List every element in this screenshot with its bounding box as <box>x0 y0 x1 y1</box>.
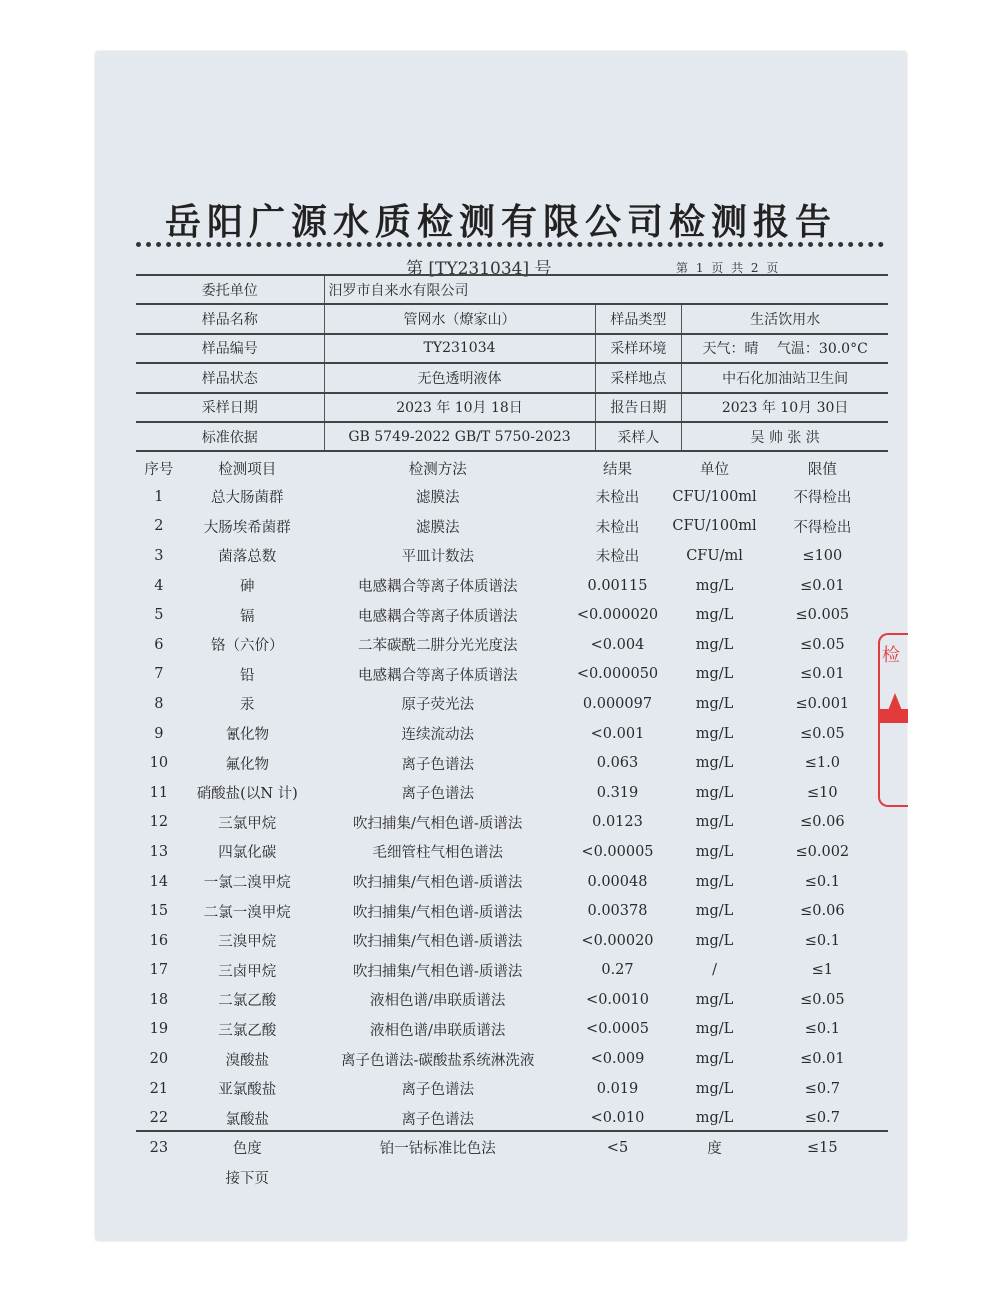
stamp-text: 检 <box>882 645 900 666</box>
cell-method: 液相色谱/串联质谱法 <box>370 993 506 1010</box>
cell-item: 二氯一溴甲烷 <box>203 904 291 921</box>
cell-method: 铂一钴标准比色法 <box>379 1141 496 1158</box>
results-table <box>136 454 888 1192</box>
cell-item: 菌落总数 <box>218 549 277 566</box>
cell-unit: mg/L <box>695 1021 734 1038</box>
cell-limit: ≤0.01 <box>800 666 845 683</box>
cell-no: 14 <box>149 873 169 890</box>
cell-unit: mg/L <box>695 695 734 712</box>
cell-no: 13 <box>149 843 169 860</box>
info-label: 样品状态 <box>136 363 324 392</box>
cell-limit: ≤0.7 <box>804 1080 840 1097</box>
table-row <box>136 571 888 601</box>
info-row <box>136 275 888 304</box>
cell-result: <0.00005 <box>581 843 654 860</box>
cell-limit: ≤0.05 <box>800 636 845 653</box>
table-row <box>136 1103 888 1133</box>
cell-result: <0.001 <box>590 725 645 742</box>
continued-row <box>136 1163 888 1193</box>
cell-result: 0.000097 <box>582 695 653 712</box>
cell-no: 23 <box>149 1139 169 1156</box>
cell-item: 砷 <box>240 579 255 596</box>
cell-item: 三氯甲烷 <box>218 815 277 832</box>
table-row <box>136 1044 888 1074</box>
cell-item: 氟化物 <box>225 756 269 773</box>
cell-limit: ≤0.1 <box>804 1021 840 1038</box>
info-row <box>136 363 888 392</box>
table-row <box>136 660 888 690</box>
cell-result: 0.00048 <box>587 873 648 890</box>
results-header-row <box>136 454 888 482</box>
cell-unit: 度 <box>707 1141 722 1158</box>
cell-item: 色度 <box>232 1141 262 1158</box>
info-value: TY231034 <box>324 334 595 363</box>
table-row <box>136 689 888 719</box>
cell-unit: CFU/100ml <box>672 518 757 535</box>
cell-item: 铬（六价） <box>211 638 284 655</box>
cell-limit: 不得检出 <box>793 490 852 507</box>
cell-item: 铅 <box>240 667 255 684</box>
cell-method: 电感耦合等离子体质谱法 <box>357 579 518 596</box>
cell-limit: ≤10 <box>807 784 838 801</box>
table-row <box>136 1015 888 1045</box>
cell-item: 三卤甲烷 <box>218 963 277 980</box>
cell-no: 11 <box>149 784 169 801</box>
info-row <box>136 422 888 451</box>
cell-no: 12 <box>149 814 169 831</box>
info-label: 标准依据 <box>136 422 324 451</box>
cell-result: <0.010 <box>590 1110 645 1127</box>
cell-result: 0.00115 <box>587 577 648 594</box>
cell-result: 0.00378 <box>587 903 648 920</box>
cell-item: 大肠埃希菌群 <box>203 519 291 536</box>
cell-result: 未检出 <box>595 490 640 507</box>
cell-unit: mg/L <box>695 666 734 683</box>
cell-item: 镉 <box>240 608 255 625</box>
info-value-2: 2023 年 10月 30日 <box>682 393 888 422</box>
cell-result: <0.000050 <box>576 666 659 683</box>
cell-unit: mg/L <box>695 1080 734 1097</box>
cell-limit: ≤0.05 <box>800 725 845 742</box>
cell-limit: ≤100 <box>802 547 843 564</box>
report-title: 岳阳广源水质检测有限公司检测报告 <box>164 202 837 243</box>
info-value-2: 吴 帅 张 洪 <box>682 422 888 451</box>
table-row <box>136 600 888 630</box>
cell-method: 离子色谱法-碳酸盐系统淋洗液 <box>341 1052 535 1069</box>
cell-result: 未检出 <box>595 549 640 566</box>
info-value: 汨罗市自来水有限公司 <box>324 275 888 304</box>
cell-item: 氰化物 <box>225 727 269 744</box>
cell-method: 电感耦合等离子体质谱法 <box>357 608 518 625</box>
cell-unit: mg/L <box>695 784 734 801</box>
info-value-2: 天气：晴 气温：30.0°C <box>682 334 888 363</box>
table-row <box>136 837 888 867</box>
info-row <box>136 304 888 333</box>
cell-item: 氯酸盐 <box>225 1111 269 1128</box>
cell-unit: mg/L <box>695 755 734 772</box>
cell-unit: mg/L <box>695 932 734 949</box>
cell-limit: ≤0.01 <box>800 577 845 594</box>
cell-method: 原子荧光法 <box>401 697 474 714</box>
cell-no: 19 <box>149 1021 169 1038</box>
info-label-2: 报告日期 <box>595 393 682 422</box>
info-label: 采样日期 <box>136 393 324 422</box>
cell-result: <0.009 <box>590 1051 645 1068</box>
info-value: GB 5749-2022 GB/T 5750-2023 <box>324 422 595 451</box>
cell-no: 22 <box>149 1110 169 1127</box>
cell-method: 离子色谱法 <box>401 786 474 803</box>
red-stamp <box>878 633 908 807</box>
cell-unit: mg/L <box>695 577 734 594</box>
table-bottom-rule <box>136 1130 888 1132</box>
table-row <box>136 896 888 926</box>
cell-item: 总大肠菌群 <box>211 490 284 507</box>
cell-result: <0.0005 <box>586 1021 649 1038</box>
cell-unit: CFU/ml <box>686 547 743 564</box>
cell-item: 硝酸盐(以N 计) <box>196 786 298 803</box>
cell-unit: mg/L <box>695 991 734 1008</box>
cell-no: 10 <box>149 755 169 772</box>
cell-no: 1 <box>154 488 164 505</box>
col-header-no: 序号 <box>144 461 174 478</box>
cell-no: 6 <box>154 636 164 653</box>
info-row <box>136 393 888 422</box>
cell-limit: ≤0.001 <box>795 695 850 712</box>
cell-result: <0.0010 <box>586 991 649 1008</box>
cell-no: 16 <box>149 932 169 949</box>
cell-item: 亚氯酸盐 <box>218 1082 277 1099</box>
cell-result: 0.063 <box>596 755 639 772</box>
cell-no: 4 <box>154 577 164 594</box>
cell-method: 滤膜法 <box>415 519 460 536</box>
cell-result: 0.0123 <box>592 814 643 831</box>
cell-limit: ≤1 <box>811 962 834 979</box>
continued-note: 接下页 <box>225 1170 269 1187</box>
info-value: 2023 年 10月 18日 <box>324 393 595 422</box>
info-value: 无色透明液体 <box>324 363 595 392</box>
cell-result: 0.27 <box>601 962 634 979</box>
cell-unit: mg/L <box>695 725 734 742</box>
cell-method: 离子色谱法 <box>401 1111 474 1128</box>
cell-limit: ≤0.06 <box>800 903 845 920</box>
info-label: 委托单位 <box>136 275 324 304</box>
info-label-2: 采样环境 <box>595 334 682 363</box>
info-row <box>136 334 888 363</box>
cell-result: <0.00020 <box>581 932 654 949</box>
col-header-item: 检测项目 <box>218 461 277 478</box>
cell-limit: 不得检出 <box>793 519 852 536</box>
col-header-unit: 单位 <box>700 461 730 478</box>
cell-method: 电感耦合等离子体质谱法 <box>357 667 518 684</box>
info-label: 样品名称 <box>136 304 324 333</box>
table-row <box>136 748 888 778</box>
cell-result: <5 <box>606 1139 629 1156</box>
cell-method: 吹扫捕集/气相色谱-质谱法 <box>353 963 523 980</box>
table-row <box>136 867 888 897</box>
cell-item: 汞 <box>240 697 255 714</box>
cell-limit: ≤0.7 <box>804 1110 840 1127</box>
table-row <box>136 1133 888 1163</box>
cell-method: 吹扫捕集/气相色谱-质谱法 <box>353 904 523 921</box>
cell-limit: ≤1.0 <box>804 755 840 772</box>
cell-unit: mg/L <box>695 873 734 890</box>
table-row <box>136 926 888 956</box>
info-label-2: 样品类型 <box>595 304 682 333</box>
cell-limit: ≤0.1 <box>804 932 840 949</box>
cell-method: 离子色谱法 <box>401 756 474 773</box>
info-label-2: 采样人 <box>595 422 682 451</box>
cell-result: 未检出 <box>595 519 640 536</box>
cell-method: 离子色谱法 <box>401 1082 474 1099</box>
info-value-2: 中石化加油站卫生间 <box>682 363 888 392</box>
cell-method: 吹扫捕集/气相色谱-质谱法 <box>353 934 523 951</box>
cell-limit: ≤15 <box>807 1139 838 1156</box>
dotted-divider <box>136 242 884 247</box>
cell-method: 吹扫捕集/气相色谱-质谱法 <box>353 815 523 832</box>
table-row <box>136 541 888 571</box>
cell-no: 17 <box>149 962 169 979</box>
cell-no: 20 <box>149 1051 169 1068</box>
col-header-method: 检测方法 <box>408 461 467 478</box>
table-row <box>136 1074 888 1104</box>
cell-no: 8 <box>154 695 164 712</box>
report-page <box>96 52 906 1240</box>
cell-unit: mg/L <box>695 1110 734 1127</box>
stamp-star-base <box>880 709 908 723</box>
cell-limit: ≤0.01 <box>800 1051 845 1068</box>
cell-limit: ≤0.005 <box>795 607 850 624</box>
cell-limit: ≤0.06 <box>800 814 845 831</box>
cell-no: 3 <box>154 547 164 564</box>
cell-no: 21 <box>149 1080 169 1097</box>
table-row <box>136 719 888 749</box>
cell-no: 18 <box>149 991 169 1008</box>
cell-unit: mg/L <box>695 814 734 831</box>
info-value-2: 生活饮用水 <box>682 304 888 333</box>
cell-limit: ≤0.1 <box>804 873 840 890</box>
cell-item: 四氯化碳 <box>218 845 277 862</box>
report-number: 第 [TY231034] 号 <box>406 259 552 279</box>
cell-method: 二苯碳酰二肼分光光度法 <box>357 638 518 655</box>
table-row <box>136 482 888 512</box>
cell-unit: mg/L <box>695 1051 734 1068</box>
cell-result: 0.319 <box>596 784 639 801</box>
cell-unit: mg/L <box>695 636 734 653</box>
cell-limit: ≤0.05 <box>800 991 845 1008</box>
cell-result: <0.004 <box>590 636 645 653</box>
info-value: 管网水（燎家山） <box>324 304 595 333</box>
cell-item: 一氯二溴甲烷 <box>203 875 291 892</box>
cell-item: 溴酸盐 <box>225 1052 269 1069</box>
cell-item: 三溴甲烷 <box>218 934 277 951</box>
cell-method: 连续流动法 <box>401 727 474 744</box>
table-row <box>136 778 888 808</box>
sample-info-table <box>136 274 888 452</box>
cell-method: 吹扫捕集/气相色谱-质谱法 <box>353 875 523 892</box>
table-row <box>136 808 888 838</box>
cell-result: 0.019 <box>596 1080 639 1097</box>
cell-unit: mg/L <box>695 843 734 860</box>
table-row <box>136 956 888 986</box>
cell-result: <0.000020 <box>576 607 659 624</box>
cell-no: 2 <box>154 518 164 535</box>
cell-unit: / <box>712 962 717 979</box>
cell-limit: ≤0.002 <box>795 843 850 860</box>
cell-item: 三氯乙酸 <box>218 1022 277 1039</box>
cell-method: 滤膜法 <box>415 490 460 507</box>
cell-no: 5 <box>154 607 164 624</box>
cell-item: 二氯乙酸 <box>218 993 277 1010</box>
page-info: 第 1 页 共 2 页 <box>676 261 779 275</box>
info-label-2: 采样地点 <box>595 363 682 392</box>
table-row <box>136 985 888 1015</box>
col-header-result: 结果 <box>602 461 632 478</box>
cell-method: 平皿计数法 <box>401 549 474 566</box>
cell-no: 9 <box>154 725 164 742</box>
info-label: 样品编号 <box>136 334 324 363</box>
cell-unit: CFU/100ml <box>672 488 757 505</box>
cell-unit: mg/L <box>695 903 734 920</box>
col-header-limit: 限值 <box>807 461 837 478</box>
cell-no: 15 <box>149 903 169 920</box>
cell-unit: mg/L <box>695 607 734 624</box>
cell-no: 7 <box>154 666 164 683</box>
table-row <box>136 630 888 660</box>
cell-method: 液相色谱/串联质谱法 <box>370 1022 506 1039</box>
cell-method: 毛细管柱气相色谱法 <box>372 845 503 862</box>
table-row <box>136 512 888 542</box>
